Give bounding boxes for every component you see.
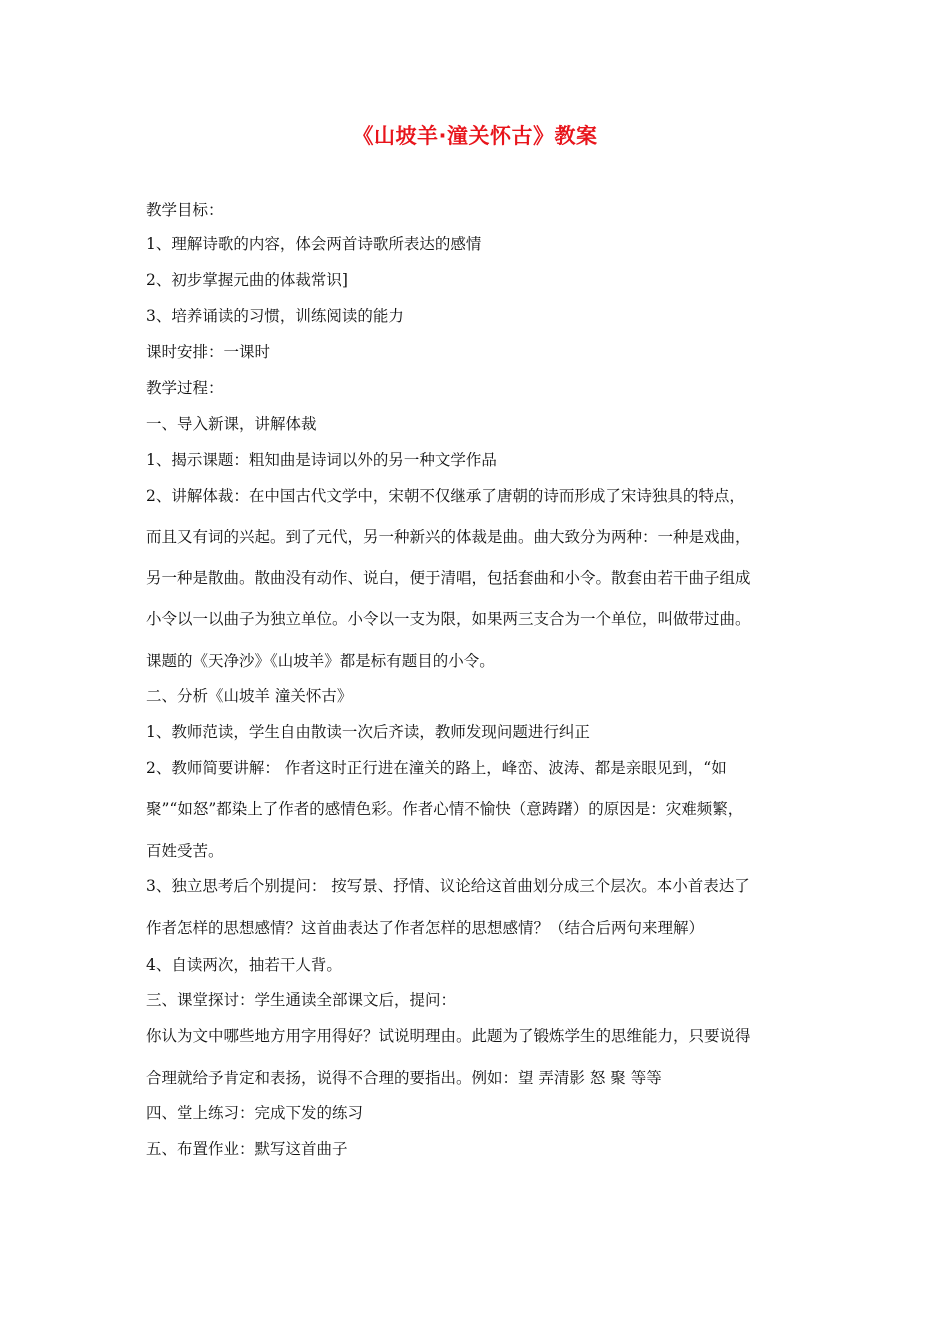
text-line: 1、揭示课题：粗知曲是诗词以外的另一种文学作品 — [146, 451, 497, 469]
text-line: 一、导入新课，讲解体裁 — [146, 415, 317, 433]
text-line: 3、独立思考后个别提问： 按写景、抒情、议论给这首曲划分成三个层次。本小首表达了 — [146, 877, 750, 895]
text-line: 2、初步掌握元曲的体裁常识] — [146, 271, 348, 289]
text-line: 4、自读两次，抽若干人背。 — [146, 956, 342, 974]
text-line: 教学目标： — [146, 201, 224, 219]
text-line: 而且又有词的兴起。到了元代，另一种新兴的体裁是曲。曲大致分为两种：一种是戏曲， — [146, 528, 751, 546]
text-line: 1、理解诗歌的内容，体会两首诗歌所表达的感情 — [146, 235, 482, 253]
text-line: 2、教师简要讲解： 作者这时正行进在潼关的路上，峰峦、波涛、都是亲眼见到，“如 — [146, 759, 727, 777]
text-line: 百姓受苦。 — [146, 842, 224, 860]
text-line: 3、培养诵读的习惯，训练阅读的能力 — [146, 307, 404, 325]
document-title: 《山坡羊·潼关怀古》教案 — [352, 124, 598, 148]
text-line: 聚”“如怒”都染上了作者的感情色彩。作者心情不愉快（意踌躇）的原因是：灾难频繁， — [146, 800, 744, 818]
text-line: 三、课堂探讨：学生通读全部课文后，提问： — [146, 991, 457, 1009]
text-line: 你认为文中哪些地方用字用得好？试说明理由。此题为了锻炼学生的思维能力，只要说得 — [146, 1027, 751, 1045]
text-line: 2、讲解体裁：在中国古代文学中，宋朝不仅继承了唐朝的诗而形成了宋诗独具的特点， — [146, 487, 745, 505]
text-line: 课时安排：一课时 — [146, 343, 271, 361]
text-line: 另一种是散曲。散曲没有动作、说白，便于清唱，包括套曲和小令。散套由若干曲子组成 — [146, 569, 751, 587]
text-line: 教学过程： — [146, 379, 224, 397]
text-line: 四、堂上练习：完成下发的练习 — [146, 1104, 364, 1122]
text-line: 课题的《天净沙》《山坡羊》都是标有题目的小令。 — [146, 652, 495, 670]
text-line: 1、教师范读，学生自由散读一次后齐读，教师发现问题进行纠正 — [146, 723, 590, 741]
text-line: 二、分析《山坡羊 潼关怀古》 — [146, 687, 353, 705]
text-line: 合理就给予肯定和表扬，说得不合理的要指出。例如：望 弄清影 怒 聚 等等 — [146, 1069, 662, 1087]
text-line: 小令以一以曲子为独立单位。小令以一支为限，如果两三支合为一个单位，叫做带过曲。 — [146, 610, 751, 628]
text-line: 五、布置作业：默写这首曲子 — [146, 1140, 348, 1158]
text-line: 作者怎样的思想感情？这首曲表达了作者怎样的思想感情？（结合后两句来理解） — [146, 919, 705, 937]
